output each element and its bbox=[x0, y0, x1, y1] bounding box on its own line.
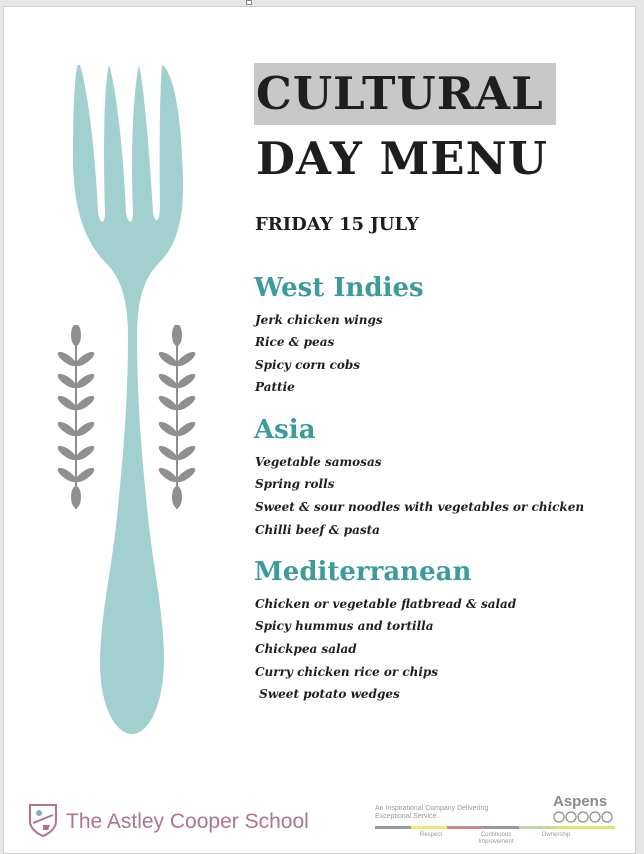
aspens-logo-text: Aspens bbox=[553, 793, 608, 810]
menu-item: Chicken or vegetable flatbread & salad bbox=[255, 597, 517, 611]
menu-item: Pattie bbox=[255, 380, 295, 394]
leaf-sprig-icon bbox=[52, 325, 100, 511]
values-bar-segment bbox=[555, 826, 615, 829]
aspens-tagline-line-1: An Inspirational Company Delivering bbox=[375, 805, 489, 812]
values-bar-segment bbox=[411, 826, 447, 829]
value-label: Respect bbox=[419, 832, 442, 838]
aspens-footer bbox=[371, 793, 617, 849]
menu-item: Sweet potato wedges bbox=[255, 687, 400, 701]
document-page bbox=[3, 6, 636, 854]
values-bar-segment bbox=[447, 826, 483, 829]
fork-icon bbox=[4, 7, 244, 747]
menu-item: Spicy hummus and tortilla bbox=[255, 619, 434, 633]
school-crest-icon bbox=[28, 803, 58, 837]
values-bar-segment bbox=[483, 826, 519, 829]
title-line-1: CULTURAL bbox=[254, 63, 556, 125]
aspens-tagline-line-2: Exceptional Service bbox=[375, 813, 437, 820]
value-label: Continuous bbox=[480, 832, 512, 838]
values-bar-segment bbox=[375, 826, 411, 829]
aspens-tagline bbox=[375, 805, 515, 821]
menu-date: FRIDAY 15 JULY bbox=[255, 214, 419, 235]
menu-item: Curry chicken rice or chips bbox=[255, 665, 439, 679]
school-name: The Astley Cooper School bbox=[66, 810, 309, 833]
aspens-logo bbox=[553, 793, 615, 823]
aspens-tree-icons bbox=[553, 811, 615, 823]
menu-item: Chilli beef & pasta bbox=[255, 523, 380, 537]
menu-item: Sweet & sour noodles with vegetables or chicken bbox=[255, 500, 585, 514]
value-ownership bbox=[533, 832, 579, 839]
value-respect bbox=[411, 832, 451, 839]
menu-item: Rice & peas bbox=[255, 335, 335, 349]
menu-item: Jerk chicken wings bbox=[255, 313, 383, 327]
value-label: Improvement bbox=[478, 839, 514, 845]
values-bar-segment bbox=[519, 826, 555, 829]
value-label: Ownership bbox=[541, 832, 571, 838]
page-marker bbox=[246, 0, 252, 5]
title-line-2: DAY MENU bbox=[256, 132, 548, 185]
menu-item: Chickpea salad bbox=[255, 642, 357, 656]
menu-item: Spicy corn cobs bbox=[255, 358, 361, 372]
section-heading-west-indies: West Indies bbox=[254, 273, 424, 303]
menu-item: Vegetable samosas bbox=[255, 455, 382, 469]
section-heading-asia: Asia bbox=[254, 415, 316, 445]
leaf-sprig-icon bbox=[153, 325, 201, 511]
section-heading-mediterranean: Mediterranean bbox=[254, 557, 472, 587]
menu-item: Spring rolls bbox=[255, 477, 335, 491]
value-continuous-improvement bbox=[471, 832, 521, 846]
